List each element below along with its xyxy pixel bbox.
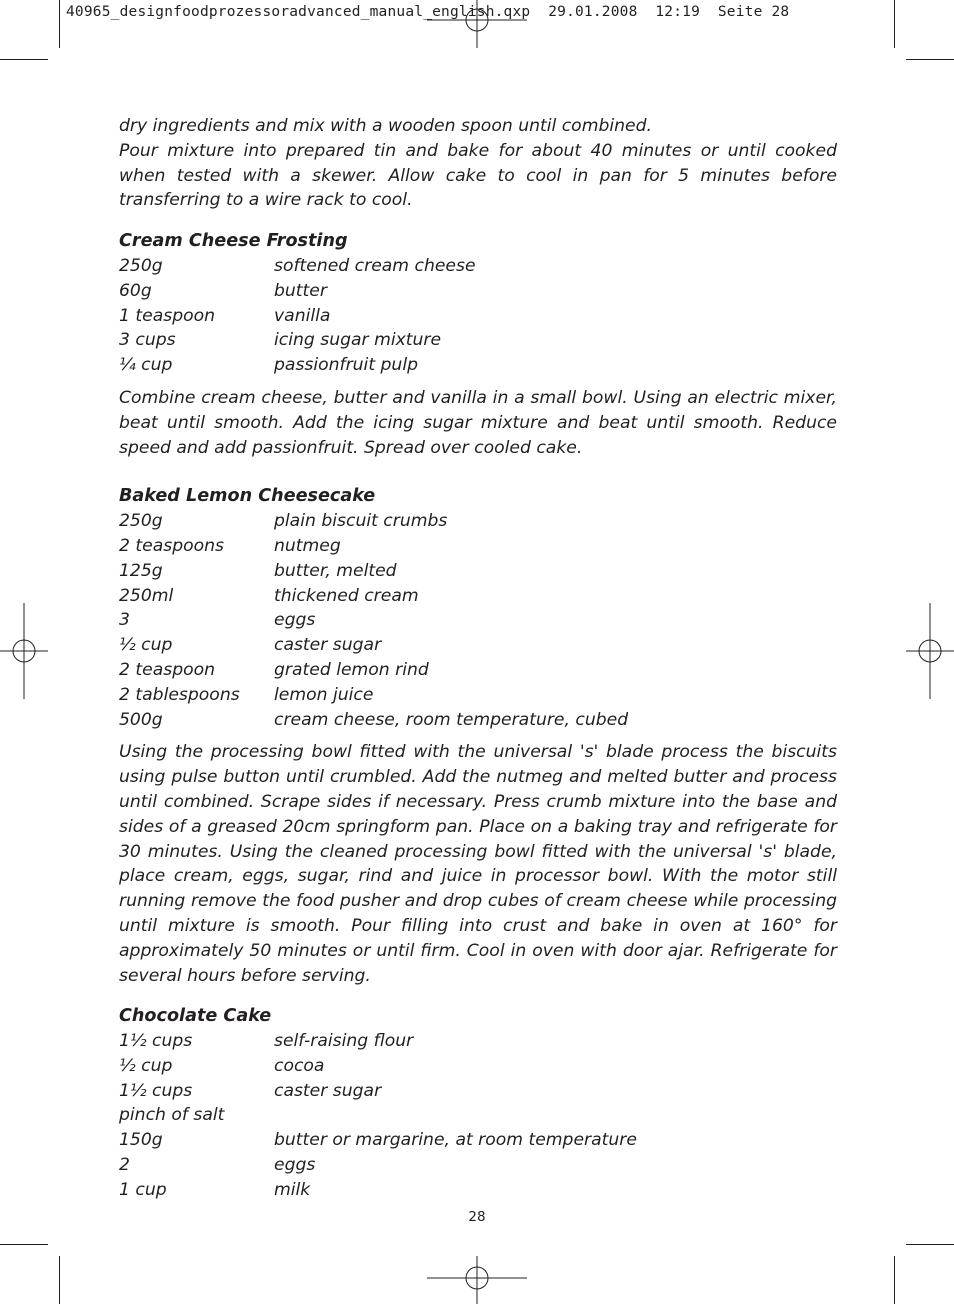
ingredient-row: [119, 1103, 837, 1128]
ingredient-row: [119, 328, 837, 353]
crop-mark: [59, 1256, 60, 1304]
ingredient-item: grated lemon rind: [274, 659, 429, 680]
registration-mark-right: [906, 603, 954, 699]
ingredient-quantity: 60g: [119, 280, 152, 301]
ingredient-row: [119, 1128, 837, 1153]
ingredient-row: [119, 1029, 837, 1054]
recipe-baked-lemon-cheesecake: [119, 484, 837, 988]
ingredient-quantity: 2 teaspoons: [119, 535, 224, 556]
ingredient-row: [119, 509, 837, 534]
crop-mark: [59, 0, 60, 48]
ingredient-row: [119, 633, 837, 658]
ingredient-row: [119, 559, 837, 584]
recipe-title: Baked Lemon Cheesecake: [119, 486, 376, 507]
crop-mark: [0, 1244, 48, 1245]
ingredient-row: [119, 1178, 837, 1203]
ingredient-item: cream cheese, room temperature, cubed: [274, 709, 629, 730]
ingredient-row: [119, 254, 837, 279]
registration-mark-left: [0, 603, 48, 699]
ingredient-quantity: 2 tablespoons: [119, 684, 240, 705]
ingredient-item: milk: [274, 1179, 311, 1200]
ingredient-quantity: 150g: [119, 1130, 163, 1151]
ingredient-quantity: 125g: [119, 560, 163, 581]
ingredient-item: caster sugar: [274, 635, 382, 656]
recipe-chocolate-cake: [119, 1004, 837, 1202]
ingredient-row: [119, 658, 837, 683]
ingredient-item: icing sugar mixture: [274, 330, 442, 351]
ingredient-quantity: 1 cup: [119, 1179, 167, 1200]
registration-mark-top: [427, 0, 527, 48]
crop-mark: [906, 1244, 954, 1245]
recipe-cream-cheese-frosting: [119, 229, 837, 460]
ingredient-row: [119, 279, 837, 304]
ingredient-row: [119, 584, 837, 609]
ingredient-quantity: 250ml: [119, 585, 174, 606]
ingredient-quantity: 1½ cups: [119, 1080, 193, 1101]
ingredient-item: eggs: [274, 610, 316, 631]
ingredient-item: eggs: [274, 1155, 316, 1176]
print-slug: 40965_designfoodprozessoradvanced_manual_english.qxp 29.01.2008 12:19 Seite 28: [66, 4, 790, 20]
recipe-method: Combine cream cheese, butter and vanilla in a small bowl. Using an electric mixer, beat until smooth. Add the icing sugar mixture and beat until smooth. Reduce speed and add passionfruit. Spread over cooled cake.: [119, 387, 837, 458]
ingredient-item: self-raising flour: [274, 1031, 414, 1052]
registration-mark-bottom: [427, 1256, 527, 1304]
ingredient-item: thickened cream: [274, 585, 419, 606]
ingredient-item: lemon juice: [274, 684, 374, 705]
ingredient-quantity: ½ cup: [119, 635, 173, 656]
ingredient-quantity: 3: [119, 610, 130, 631]
ingredient-row: [119, 1079, 837, 1104]
crop-mark: [906, 59, 954, 60]
page-number: 28: [468, 1209, 486, 1225]
recipe-method: Using the processing bowl fitted with the universal 's' blade process the biscuits using pulse button until crumbled. Add the nutmeg and melted butter and process until combined. Scrape sides if necessary. Press crumb mixture into the base and sides of a greased 20cm springform pan. Place on a baking tray and refrigerate for 30 minutes. Using the cleaned processing bowl fitted with the universal 's' blade, place cream, eggs, sugar, rind and juice in processor bowl. With the motor still running remove the food pusher and drop cubes of cream cheese while processing until mixture is smooth. Pour filling into crust and bake in oven at 160° for approximately 50 minutes or until firm. Cool in oven with door ajar. Refrigerate for several hours before serving.: [119, 742, 837, 986]
ingredient-item: vanilla: [274, 305, 331, 326]
ingredient-quantity: 250g: [119, 511, 163, 532]
ingredient-row: [119, 1054, 837, 1079]
ingredient-item: butter, melted: [274, 560, 397, 581]
ingredient-quantity: ¼ cup: [119, 355, 173, 376]
ingredient-item: butter: [274, 280, 327, 301]
recipe-title: Chocolate Cake: [119, 1006, 272, 1027]
ingredient-row: [119, 683, 837, 708]
ingredient-quantity: ½ cup: [119, 1055, 173, 1076]
ingredient-list: [119, 254, 837, 378]
intro-paragraph: dry ingredients and mix with a wooden spoon until combined.: [119, 116, 652, 136]
ingredient-quantity: 250g: [119, 255, 163, 276]
ingredient-list: [119, 1029, 837, 1203]
ingredient-item: butter or margarine, at room temperature: [274, 1130, 637, 1151]
ingredient-item: cocoa: [274, 1055, 325, 1076]
crop-mark: [0, 59, 48, 60]
crop-mark: [894, 1256, 895, 1304]
ingredient-row: [119, 608, 837, 633]
ingredient-row: [119, 1153, 837, 1178]
ingredient-item: passionfruit pulp: [274, 355, 419, 376]
ingredient-quantity: 3 cups: [119, 330, 176, 351]
ingredient-quantity: 2 teaspoon: [119, 659, 216, 680]
ingredient-item: caster sugar: [274, 1080, 382, 1101]
ingredient-row: [119, 708, 837, 733]
ingredient-row: [119, 534, 837, 559]
recipe-title: Cream Cheese Frosting: [119, 231, 348, 252]
page-content: [119, 114, 837, 1211]
ingredient-row: [119, 304, 837, 329]
ingredient-quantity: 1 teaspoon: [119, 305, 216, 326]
ingredient-item: nutmeg: [274, 535, 341, 556]
ingredient-list: [119, 509, 837, 732]
ingredient-quantity: 500g: [119, 709, 163, 730]
ingredient-item: plain biscuit crumbs: [274, 511, 448, 532]
crop-mark: [894, 0, 895, 48]
ingredient-quantity: 2: [119, 1155, 130, 1176]
intro-paragraph: Pour mixture into prepared tin and bake for about 40 minutes or until cooked when tested with a skewer. Allow cake to cool in pan for 5 minutes before transferring to a wire rack to cool.: [119, 140, 837, 211]
ingredient-row: [119, 353, 837, 378]
ingredient-quantity: pinch of salt: [119, 1105, 225, 1126]
ingredient-quantity: 1½ cups: [119, 1031, 193, 1052]
ingredient-item: softened cream cheese: [274, 255, 476, 276]
